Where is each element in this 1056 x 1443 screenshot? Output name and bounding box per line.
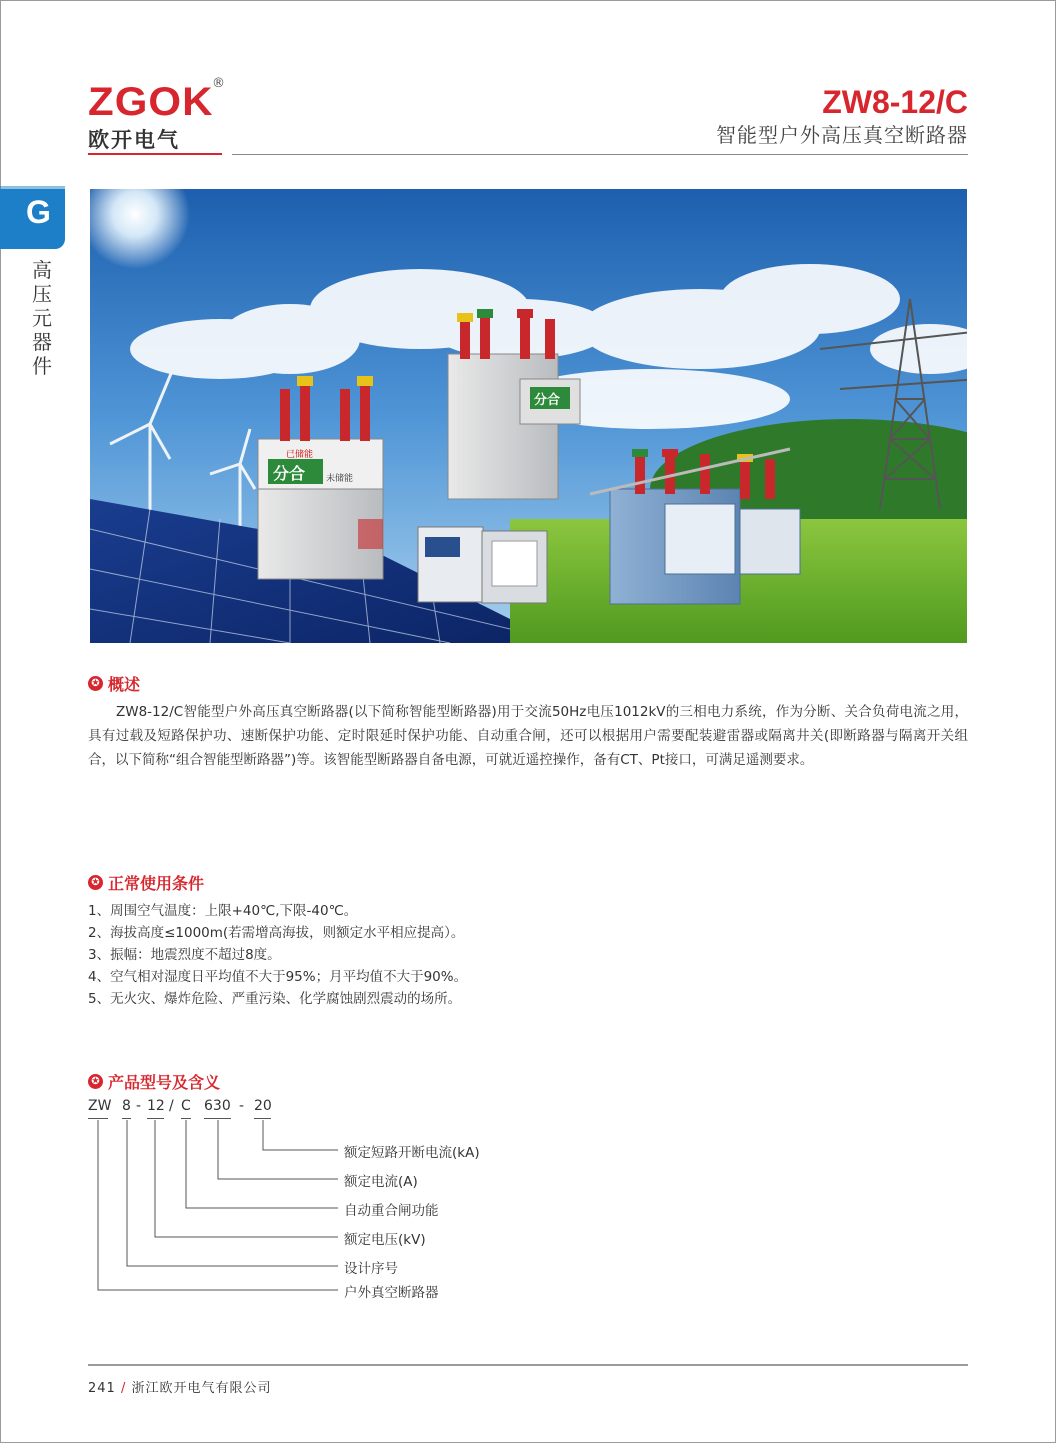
overview-paragraph: ZW8-12/C智能型户外高压真空断路器(以下简称智能型断路器)用于交流50Hz电压1012kV的三相电力系统，作为分断、关合负荷电流之用，具有过载及短路保护功、速断保护功能、定时限延时保护功能、自动重合闸，还可以根据用户需要配装避雷器或隔离井关(即断路器与隔离开关组合，以下简称“组合智能型断路器”)等。该智能型断路器自备电源，可就近遥控操作，备有CT、Pt接口，可满足遥测要求。 — [88, 704, 968, 768]
section-conditions-title: 正常使用条件 — [108, 874, 205, 893]
code-meaning-outdoor-vcb: 户外真空断路器 — [344, 1285, 439, 1301]
footer-company: 浙江欧开电气有限公司 — [131, 1381, 272, 1396]
side-tab-letter: G — [26, 194, 51, 230]
section-conditions-heading — [88, 871, 204, 894]
header-divider — [232, 154, 968, 155]
code-meaning-rated-voltage: 额定电压(kV) — [344, 1232, 426, 1248]
code-part-voltage: 12 — [147, 1098, 165, 1114]
side-category-label: 高压元器件 — [32, 258, 52, 378]
condition-item: 1、周围空气温度：上限+40℃,下限-40℃。 — [88, 903, 358, 919]
condition-item: 3、振幅：地震烈度不超过8度。 — [88, 947, 281, 963]
hero-label-not-energy-1: 未储能 — [326, 474, 354, 484]
code-meaning-design-number: 设计序号 — [344, 1261, 398, 1277]
star-bullet-icon: ✪ — [88, 875, 103, 890]
hero-label-energy-1: 已储能 — [286, 450, 314, 460]
condition-item: 5、无火灾、爆炸危险、严重污染、化学腐蚀剧烈震动的场所。 — [88, 991, 462, 1007]
footer-separator: / — [120, 1381, 127, 1396]
code-part-design: 8 — [122, 1098, 131, 1114]
code-part-reclose: C — [181, 1098, 191, 1114]
code-part-dash: - — [136, 1098, 142, 1114]
hero-label-open-close-1: 分合 — [273, 464, 306, 483]
model-code-diagram — [88, 1098, 608, 1308]
logo-wordmark: ZGOK — [88, 80, 214, 124]
code-part-breaking: 20 — [254, 1098, 272, 1114]
section-overview-title: 概述 — [108, 675, 141, 694]
code-part-slash: / — [169, 1098, 174, 1114]
code-part-current: 630 — [204, 1098, 231, 1114]
condition-item: 2、海拔高度≤1000m(若需增高海拔，则额定水平相应提高）。 — [88, 925, 465, 941]
page-number: 241 — [88, 1381, 116, 1396]
model-subtitle: 智能型户外高压真空断路器 — [716, 123, 968, 147]
logo-underline — [88, 153, 222, 155]
model-title: ZW8-12/C — [822, 84, 968, 120]
section-model-title: 产品型号及含义 — [108, 1073, 221, 1092]
star-bullet-icon: ✪ — [88, 1074, 103, 1089]
hero-label-open-close-2: 分合 — [534, 393, 561, 408]
section-model-heading — [88, 1070, 220, 1093]
code-meaning-breaking-current: 额定短路开断电流(kA) — [344, 1145, 480, 1161]
code-part-type: ZW — [88, 1098, 112, 1114]
section-overview-heading — [88, 672, 140, 695]
hero-product-image — [90, 189, 967, 643]
conditions-list — [88, 900, 467, 1010]
registered-mark: ® — [212, 76, 225, 91]
star-bullet-icon: ✪ — [88, 676, 103, 691]
logo-subtitle: 欧开电气 — [88, 128, 180, 152]
code-meaning-reclose: 自动重合闸功能 — [344, 1203, 439, 1219]
company-logo — [88, 76, 225, 154]
footer-divider — [88, 1364, 968, 1366]
condition-item: 4、空气相对湿度日平均值不大于95%；月平均值不大于90%。 — [88, 969, 468, 985]
code-meaning-rated-current: 额定电流(A) — [344, 1174, 418, 1190]
footer — [88, 1377, 272, 1396]
code-part-dash: - — [239, 1098, 245, 1114]
hero-illustration — [90, 189, 967, 643]
